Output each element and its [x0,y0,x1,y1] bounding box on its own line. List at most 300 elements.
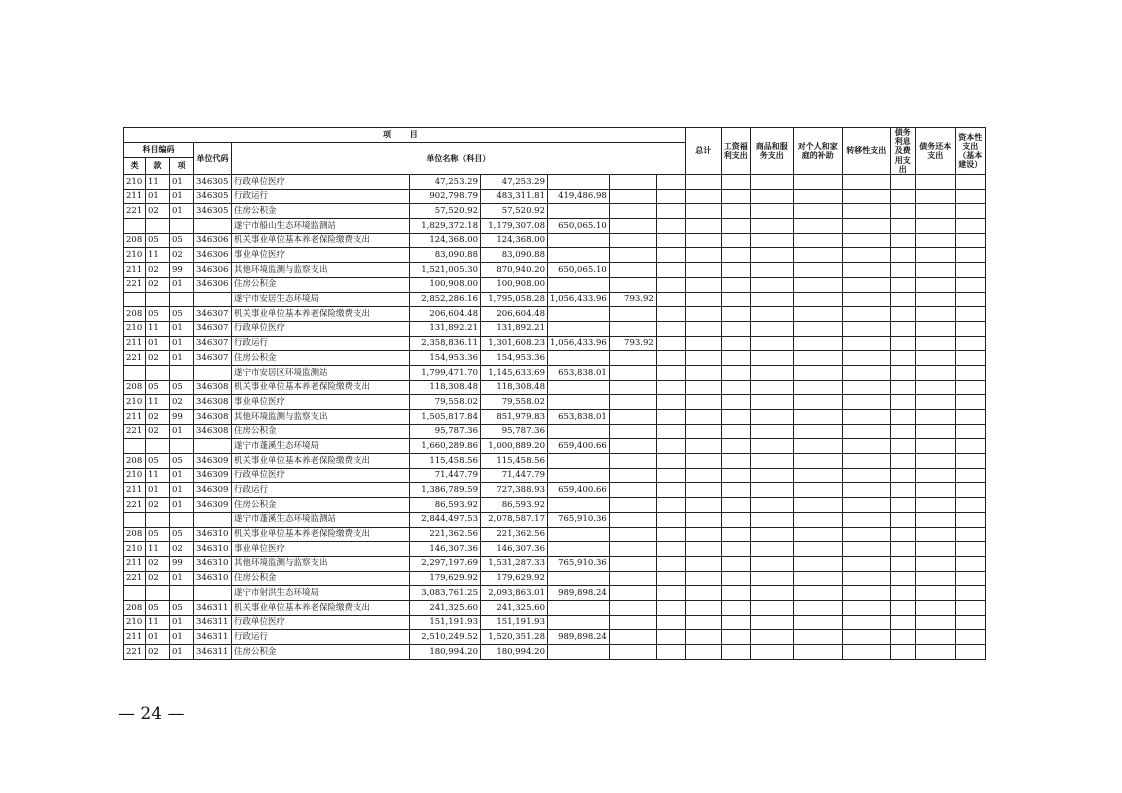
cell-empty [685,204,721,219]
cell-total: 1,660,289.86 [410,439,481,454]
cell-empty [915,233,955,248]
cell-empty [890,542,915,557]
header-unit-name: 单位名称（科目） [232,143,686,175]
cell-total: 95,787.36 [410,424,481,439]
cell-empty [955,542,985,557]
cell-empty [915,321,955,336]
cell-lei: 208 [124,307,146,322]
cell-lei: 210 [124,248,146,263]
cell-empty [915,248,955,263]
cell-empty [721,395,750,410]
cell-empty [721,204,750,219]
cell-empty [793,630,842,645]
cell-empty [656,292,685,307]
cell-empty [656,395,685,410]
cell-unit-code: 346309 [194,454,232,469]
cell-kuan: 02 [146,498,170,513]
cell-empty [955,439,985,454]
cell-total: 1,505,817.84 [410,410,481,425]
cell-lei: 221 [124,424,146,439]
cell-salary: 131,892.21 [481,321,548,336]
cell-empty [750,468,793,483]
cell-empty [890,468,915,483]
cell-lei: 210 [124,175,146,190]
cell-empty [842,307,890,322]
cell-empty [685,351,721,366]
cell-unit-code: 346307 [194,321,232,336]
cell-empty [685,233,721,248]
cell-empty [890,233,915,248]
cell-unit-name: 其他环境监测与监察支出 [232,410,410,425]
cell-empty [793,645,842,660]
cell-empty [915,175,955,190]
cell-empty [915,292,955,307]
cell-personal [609,365,656,380]
cell-empty [656,189,685,204]
table-row [124,630,986,645]
cell-unit-name: 住房公积金 [232,571,410,586]
cell-total: 79,558.02 [410,395,481,410]
cell-empty [955,645,985,660]
cell-salary: 1,301,608.23 [481,336,548,351]
cell-empty [890,248,915,263]
cell-total: 1,521,005.30 [410,263,481,278]
cell-empty [793,219,842,234]
cell-empty [890,527,915,542]
cell-goods [548,645,610,660]
cell-empty [656,410,685,425]
cell-empty [890,204,915,219]
cell-personal [609,498,656,513]
cell-empty [721,586,750,601]
cell-empty [915,571,955,586]
cell-empty [890,600,915,615]
cell-lei: 211 [124,410,146,425]
cell-salary: 1,179,307.08 [481,219,548,234]
cell-lei: 211 [124,189,146,204]
cell-personal [609,380,656,395]
cell-total: 179,629.92 [410,571,481,586]
cell-total: 2,844,497.53 [410,512,481,527]
cell-unit-code: 346305 [194,204,232,219]
cell-empty [793,542,842,557]
cell-goods [548,615,610,630]
cell-unit-code: 346306 [194,263,232,278]
page-number: — 24 — [118,704,185,724]
cell-kuan [146,586,170,601]
cell-empty [750,395,793,410]
cell-empty [656,233,685,248]
cell-lei [124,586,146,601]
cell-empty [750,263,793,278]
cell-empty [915,395,955,410]
cell-unit-name: 住房公积金 [232,351,410,366]
cell-goods: 650,065.10 [548,219,610,234]
cell-lei [124,219,146,234]
table-header [124,128,986,175]
cell-kuan [146,292,170,307]
cell-total: 1,799,471.70 [410,365,481,380]
table-row [124,615,986,630]
cell-salary: 241,325.60 [481,600,548,615]
cell-empty [915,307,955,322]
cell-empty [842,248,890,263]
cell-empty [793,615,842,630]
cell-total: 206,604.48 [410,307,481,322]
header-personal-subsidy: 对个人和家庭的补助 [793,128,842,175]
cell-empty [842,483,890,498]
cell-empty [915,645,955,660]
cell-goods [548,321,610,336]
cell-lei: 211 [124,483,146,498]
cell-empty [793,483,842,498]
cell-empty [793,351,842,366]
table-row [124,527,986,542]
header-total: 总计 [685,128,721,175]
cell-empty [955,189,985,204]
cell-empty [721,292,750,307]
header-unit-code: 单位代码 [194,143,232,175]
table-row [124,498,986,513]
cell-empty [656,263,685,278]
cell-unit-code: 346310 [194,556,232,571]
cell-empty [721,424,750,439]
cell-kuan: 02 [146,556,170,571]
cell-empty [955,410,985,425]
cell-empty [890,380,915,395]
cell-kuan: 02 [146,204,170,219]
cell-kuan: 02 [146,263,170,278]
cell-lei: 208 [124,527,146,542]
cell-unit-name: 行政单位医疗 [232,468,410,483]
cell-empty [915,380,955,395]
cell-empty [842,424,890,439]
cell-empty [915,439,955,454]
cell-lei: 210 [124,615,146,630]
cell-unit-code: 346305 [194,175,232,190]
cell-empty [656,307,685,322]
cell-kuan: 05 [146,233,170,248]
cell-xiang: 01 [170,175,194,190]
cell-lei: 221 [124,498,146,513]
cell-empty [656,498,685,513]
cell-personal [609,204,656,219]
cell-unit-code: 346308 [194,395,232,410]
cell-salary: 47,253.29 [481,175,548,190]
table-row [124,454,986,469]
cell-empty [890,571,915,586]
cell-empty [793,424,842,439]
cell-empty [656,586,685,601]
table-row [124,189,986,204]
cell-empty [915,219,955,234]
cell-goods: 1,056,433.96 [548,336,610,351]
cell-empty [890,219,915,234]
cell-kuan: 01 [146,336,170,351]
table-row [124,468,986,483]
cell-empty [721,645,750,660]
header-salary: 工资福利支出 [721,128,750,175]
cell-empty [890,512,915,527]
cell-empty [656,380,685,395]
cell-lei: 211 [124,556,146,571]
cell-salary: 1,145,633.69 [481,365,548,380]
cell-empty [793,468,842,483]
cell-lei: 211 [124,630,146,645]
cell-lei: 210 [124,542,146,557]
cell-unit-name: 事业单位医疗 [232,542,410,557]
cell-empty [890,454,915,469]
cell-salary: 57,520.92 [481,204,548,219]
cell-goods: 659,400.66 [548,439,610,454]
cell-empty [750,645,793,660]
cell-personal [609,233,656,248]
cell-kuan [146,219,170,234]
cell-empty [955,175,985,190]
cell-goods: 765,910.36 [548,556,610,571]
cell-empty [842,204,890,219]
cell-total: 180,994.20 [410,645,481,660]
cell-empty [793,600,842,615]
cell-empty [750,424,793,439]
cell-unit-name: 机关事业单位基本养老保险缴费支出 [232,307,410,322]
cell-empty [793,263,842,278]
table-row [124,321,986,336]
cell-empty [842,292,890,307]
cell-empty [890,336,915,351]
cell-total: 115,458.56 [410,454,481,469]
cell-empty [685,439,721,454]
cell-empty [955,204,985,219]
cell-empty [721,175,750,190]
cell-empty [656,600,685,615]
cell-unit-code: 346306 [194,277,232,292]
cell-unit-code: 346310 [194,571,232,586]
cell-empty [955,586,985,601]
table-row [124,351,986,366]
cell-empty [750,410,793,425]
cell-personal: 793.92 [609,292,656,307]
cell-unit-code: 346308 [194,410,232,425]
cell-salary: 79,558.02 [481,395,548,410]
cell-empty [793,512,842,527]
table-row [124,292,986,307]
budget-table [123,127,986,660]
cell-empty [656,248,685,263]
cell-empty [656,468,685,483]
cell-total: 57,520.92 [410,204,481,219]
cell-empty [721,351,750,366]
cell-unit-code: 346307 [194,336,232,351]
cell-unit-code: 346310 [194,542,232,557]
cell-empty [656,542,685,557]
cell-kuan: 11 [146,321,170,336]
cell-unit-name: 其他环境监测与监察支出 [232,263,410,278]
cell-total: 1,386,789.59 [410,483,481,498]
cell-empty [842,571,890,586]
cell-empty [793,292,842,307]
cell-lei: 208 [124,233,146,248]
cell-unit-code: 346309 [194,498,232,513]
cell-empty [793,233,842,248]
cell-empty [721,233,750,248]
cell-goods [548,454,610,469]
table-row [124,586,986,601]
cell-personal [609,600,656,615]
cell-empty [793,439,842,454]
cell-empty [721,556,750,571]
cell-xiang: 02 [170,395,194,410]
cell-unit-code: 346310 [194,527,232,542]
cell-empty [685,321,721,336]
cell-kuan: 02 [146,424,170,439]
cell-salary: 851,979.83 [481,410,548,425]
cell-empty [842,527,890,542]
cell-xiang: 99 [170,556,194,571]
cell-empty [685,483,721,498]
header-capital-basic: 资本性支出（基本建设） [955,128,985,175]
cell-xiang [170,292,194,307]
cell-empty [793,395,842,410]
cell-empty [890,498,915,513]
cell-unit-name: 住房公积金 [232,204,410,219]
cell-kuan: 11 [146,468,170,483]
cell-empty [890,556,915,571]
cell-xiang: 05 [170,307,194,322]
cell-empty [793,571,842,586]
header-xiang: 项 [170,158,194,175]
cell-unit-name: 事业单位医疗 [232,395,410,410]
cell-personal [609,483,656,498]
cell-empty [721,307,750,322]
header-lei: 类 [124,158,146,175]
cell-empty [721,380,750,395]
cell-salary: 124,368.00 [481,233,548,248]
cell-xiang: 01 [170,424,194,439]
cell-personal [609,277,656,292]
cell-empty [955,219,985,234]
cell-empty [793,454,842,469]
cell-empty [685,336,721,351]
cell-empty [793,498,842,513]
cell-goods: 989,898.24 [548,630,610,645]
cell-unit-name: 事业单位医疗 [232,248,410,263]
cell-empty [842,586,890,601]
cell-empty [721,365,750,380]
cell-empty [890,307,915,322]
cell-empty [685,219,721,234]
cell-empty [685,571,721,586]
cell-empty [750,586,793,601]
cell-kuan: 01 [146,189,170,204]
cell-salary: 118,308.48 [481,380,548,395]
cell-empty [955,277,985,292]
cell-goods [548,380,610,395]
cell-total: 47,253.29 [410,175,481,190]
cell-empty [915,336,955,351]
cell-total: 124,368.00 [410,233,481,248]
cell-empty [842,189,890,204]
cell-personal [609,321,656,336]
cell-xiang: 01 [170,483,194,498]
cell-total: 2,297,197.69 [410,556,481,571]
cell-empty [955,483,985,498]
cell-personal [609,351,656,366]
cell-unit-code [194,586,232,601]
cell-empty [750,204,793,219]
cell-empty [890,586,915,601]
cell-unit-code [194,365,232,380]
cell-empty [656,571,685,586]
cell-empty [793,277,842,292]
cell-xiang: 02 [170,248,194,263]
cell-unit-code: 346306 [194,233,232,248]
table-row [124,336,986,351]
cell-personal [609,542,656,557]
cell-empty [890,351,915,366]
cell-empty [750,483,793,498]
cell-empty [656,321,685,336]
table-row [124,277,986,292]
cell-kuan: 01 [146,630,170,645]
cell-total: 86,593.92 [410,498,481,513]
cell-empty [793,307,842,322]
cell-salary: 221,362.56 [481,527,548,542]
cell-empty [750,351,793,366]
cell-empty [955,571,985,586]
cell-total: 146,307.36 [410,542,481,557]
cell-xiang: 01 [170,336,194,351]
cell-total: 154,953.36 [410,351,481,366]
cell-xiang: 01 [170,468,194,483]
cell-goods [548,277,610,292]
cell-xiang: 01 [170,351,194,366]
cell-kuan: 11 [146,542,170,557]
cell-empty [721,542,750,557]
cell-unit-name: 行政单位医疗 [232,615,410,630]
cell-empty [955,454,985,469]
cell-empty [685,263,721,278]
cell-xiang: 05 [170,380,194,395]
cell-empty [750,571,793,586]
cell-total: 2,852,286.16 [410,292,481,307]
cell-empty [750,365,793,380]
cell-empty [656,365,685,380]
cell-lei: 211 [124,336,146,351]
cell-salary: 727,388.93 [481,483,548,498]
cell-lei: 211 [124,263,146,278]
cell-unit-code: 346311 [194,645,232,660]
cell-unit-name: 遂宁市安居生态环境局 [232,292,410,307]
cell-empty [915,277,955,292]
table-row [124,204,986,219]
cell-unit-name: 其他环境监测与监察支出 [232,556,410,571]
cell-xiang: 01 [170,630,194,645]
cell-empty [842,219,890,234]
cell-goods [548,307,610,322]
table-row [124,645,986,660]
cell-unit-code: 346311 [194,615,232,630]
cell-empty [721,512,750,527]
cell-total: 100,908.00 [410,277,481,292]
cell-empty [915,424,955,439]
cell-empty [685,600,721,615]
cell-unit-code: 346308 [194,424,232,439]
cell-unit-code [194,219,232,234]
header-project: 项 目 [124,128,686,143]
cell-empty [750,321,793,336]
cell-empty [793,175,842,190]
